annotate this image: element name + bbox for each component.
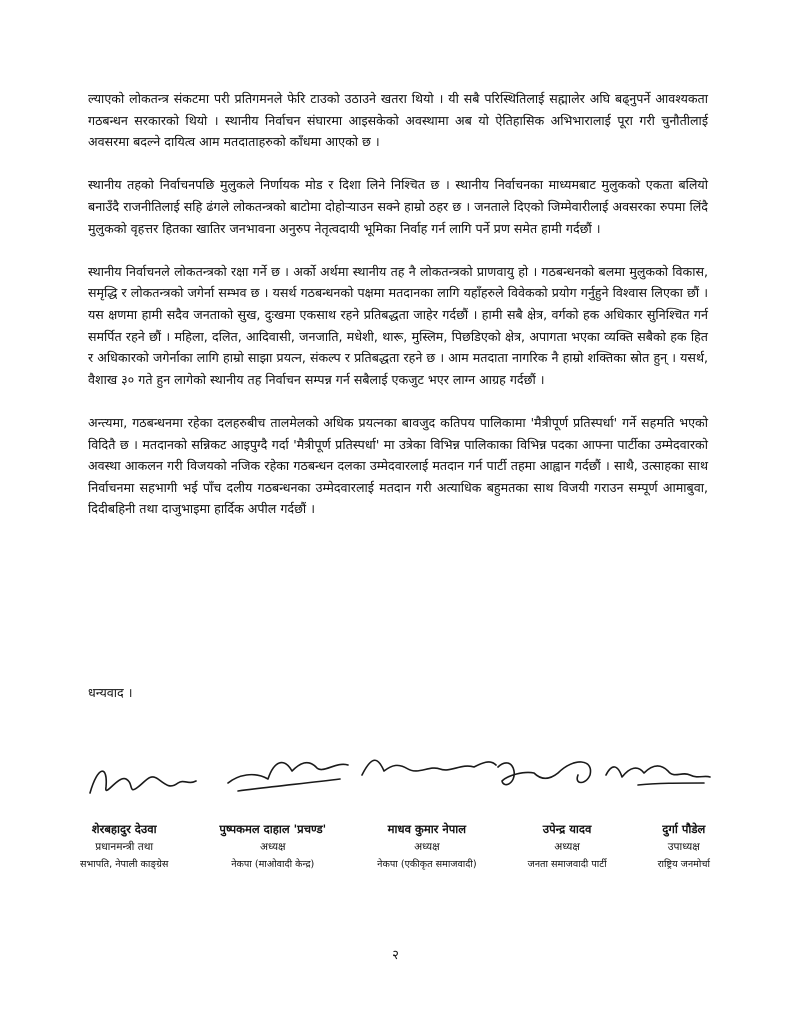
- signature-4: [498, 762, 591, 785]
- signatory-1: [80, 820, 168, 874]
- signatory-party: नेकपा (एकीकृत समाजवादी): [377, 859, 477, 870]
- signatory-name: पुष्पकमल दाहाल 'प्रचण्ड': [219, 822, 327, 836]
- signatures-row: [78, 735, 718, 805]
- signatory-4: [528, 820, 607, 874]
- page-number: २: [392, 948, 399, 963]
- closing-thanks: धन्यवाद ।: [88, 685, 133, 700]
- paragraph-1: ल्याएको लोकतन्त्र संकटमा परी प्रतिगमनले फेरि टाउको उठाउने खतरा थियो । यी सबै परिस्थितिलाई सह्मालेर अघि बढ्नुपर्ने आवश्यकता गठबन्धन सरकारको थियो । स्थानीय निर्वाचन संघारमा आइसकेको अवस्थामा अब यो ऐतिहासिक अभिभारालाई पूरा गरी चुनौतीलाई अवसरमा बदल्ने दायित्व आम मतदाताहरुको काँधमा आएको छ ।: [88, 91, 708, 150]
- signatory-name: दुर्गा पौडेल: [662, 822, 706, 836]
- letter-body: [88, 88, 708, 541]
- signatory-name: माधव कुमार नेपाल: [387, 822, 467, 836]
- signature-1: [90, 771, 196, 793]
- signatory-party: राष्ट्रिय जनमोर्चा: [657, 859, 710, 870]
- paragraph-4: अन्त्यमा, गठबन्धनमा रहेका दलहरुबीच तालमेलको अधिक प्रयत्नका बावजुद कतिपय पालिकामा 'मैत्रीपूर्ण प्रतिस्पर्धा' गर्ने सहमति भएको विदितै छ । मतदानको सन्निकट आइपुग्दै गर्दा 'मैत्रीपूर्ण प्रतिस्पर्धा' मा उत्रेका विभिन्न पालिकाका विभिन्न पदका आफ्ना पार्टीका उम्मेदवारको अवस्था आकलन गरी विजयको नजिक रहेका गठबन्धन दलका उम्मेदवारलाई मतदान गर्न पार्टी तहमा आह्वान गर्दछौं । साथै, उत्साहका साथ निर्वाचनमा सहभागी भई पाँच दलीय गठबन्धनका उम्मेदवारलाई मतदान गरी अत्याधिक बहुमतका साथ विजयी गराउन सम्पूर्ण आमाबुवा, दिदीबहिनी तथा दाजुभाइमा हार्दिक अपील गर्दछौं ।: [88, 414, 708, 517]
- signatory-party: नेकपा (माओवादी केन्द्र): [231, 859, 315, 870]
- signatory-title: अध्यक्ष: [259, 841, 286, 853]
- signatory-5: [658, 820, 710, 874]
- signatory-3: [377, 820, 476, 874]
- paragraph-3: स्थानीय निर्वाचनले लोकतन्त्रको रक्षा गर्ने छ । अर्को अर्थमा स्थानीय तह नै लोकतन्त्रको प्राणवायु हो । गठबन्धनको बलमा मुलुकको विकास, समृद्धि र लोकतन्त्रको जगेर्ना सम्भव छ । यसर्थ गठबन्धनको पक्षमा मतदानका लागि यहाँहरुले विवेकको प्रयोग गर्नुहुने विश्वास लिएका छौं । यस क्षणमा हामी सदैव जनताको सुख, दुःखमा एकसाथ रहने प्रतिबद्धता जाहेर गर्दछौं । हामी सबै क्षेत्र, वर्गको हक अधिकार सुनिश्चित गर्न समर्पित रहने छौं । महिला, दलित, आदिवासी, जनजाति, मधेशी, थारू, मुस्लिम, पिछडिएको क्षेत्र, अपागता भएका व्यक्ति सबैको हक हित र अधिकारको जगेर्नाका लागि हाम्रो साझा प्रयत्न, संकल्प र प्रतिबद्धता रहने छ । आम मतदाता नागरिक नै हाम्रो शक्तिका स्रोत हुन् । यसर्थ, वैशाख ३० गते हुन लागेको स्थानीय तह निर्वाचन सम्पन्न गर्न सबैलाई एकजुट भएर लाग्न आग्रह गर्दछौं ।: [88, 263, 708, 387]
- paragraph-2: स्थानीय तहको निर्वाचनपछि मुलुकले निर्णायक मोड र दिशा लिने निश्चित छ । स्थानीय निर्वाचनका माध्यमबाट मुलुकको एकता बलियो बनाउँदै राजनीतिलाई सहि ढंगले लोकतन्त्रको बाटोमा दोहोऱ्याउन सक्ने हाम्रो ठहर छ । जनताले दिएको जिम्मेवारीलाई अवसरका रुपमा लिंदै मुलुकको वृहत्तर हितका खातिर जनभावना अनुरुप नेतृत्वदायी भूमिका निर्वाह गर्न लागि पर्ने प्रण समेत हामी गर्दछौं ।: [88, 177, 708, 236]
- handwritten-signatures: [78, 735, 718, 805]
- signatory-title: अध्यक्ष: [554, 841, 580, 853]
- signatory-title: उपाध्यक्ष: [667, 841, 700, 853]
- signatories: [80, 820, 710, 874]
- signatory-title: अध्यक्ष: [414, 841, 440, 853]
- signatory-title: प्रधानमन्त्री तथा: [95, 841, 154, 853]
- signatory-party: जनता समाजवादी पार्टी: [527, 859, 607, 870]
- signatory-name: शेरबहादुर देउवा: [91, 822, 157, 836]
- signature-3: [362, 760, 496, 775]
- signature-5: [606, 766, 710, 785]
- signatory-party: सभापति, नेपाली काङ्ग्रेस: [80, 859, 169, 870]
- signatory-name: उपेन्द्र यादव: [542, 822, 592, 836]
- signature-2: [228, 763, 348, 791]
- signatory-2: [219, 820, 326, 874]
